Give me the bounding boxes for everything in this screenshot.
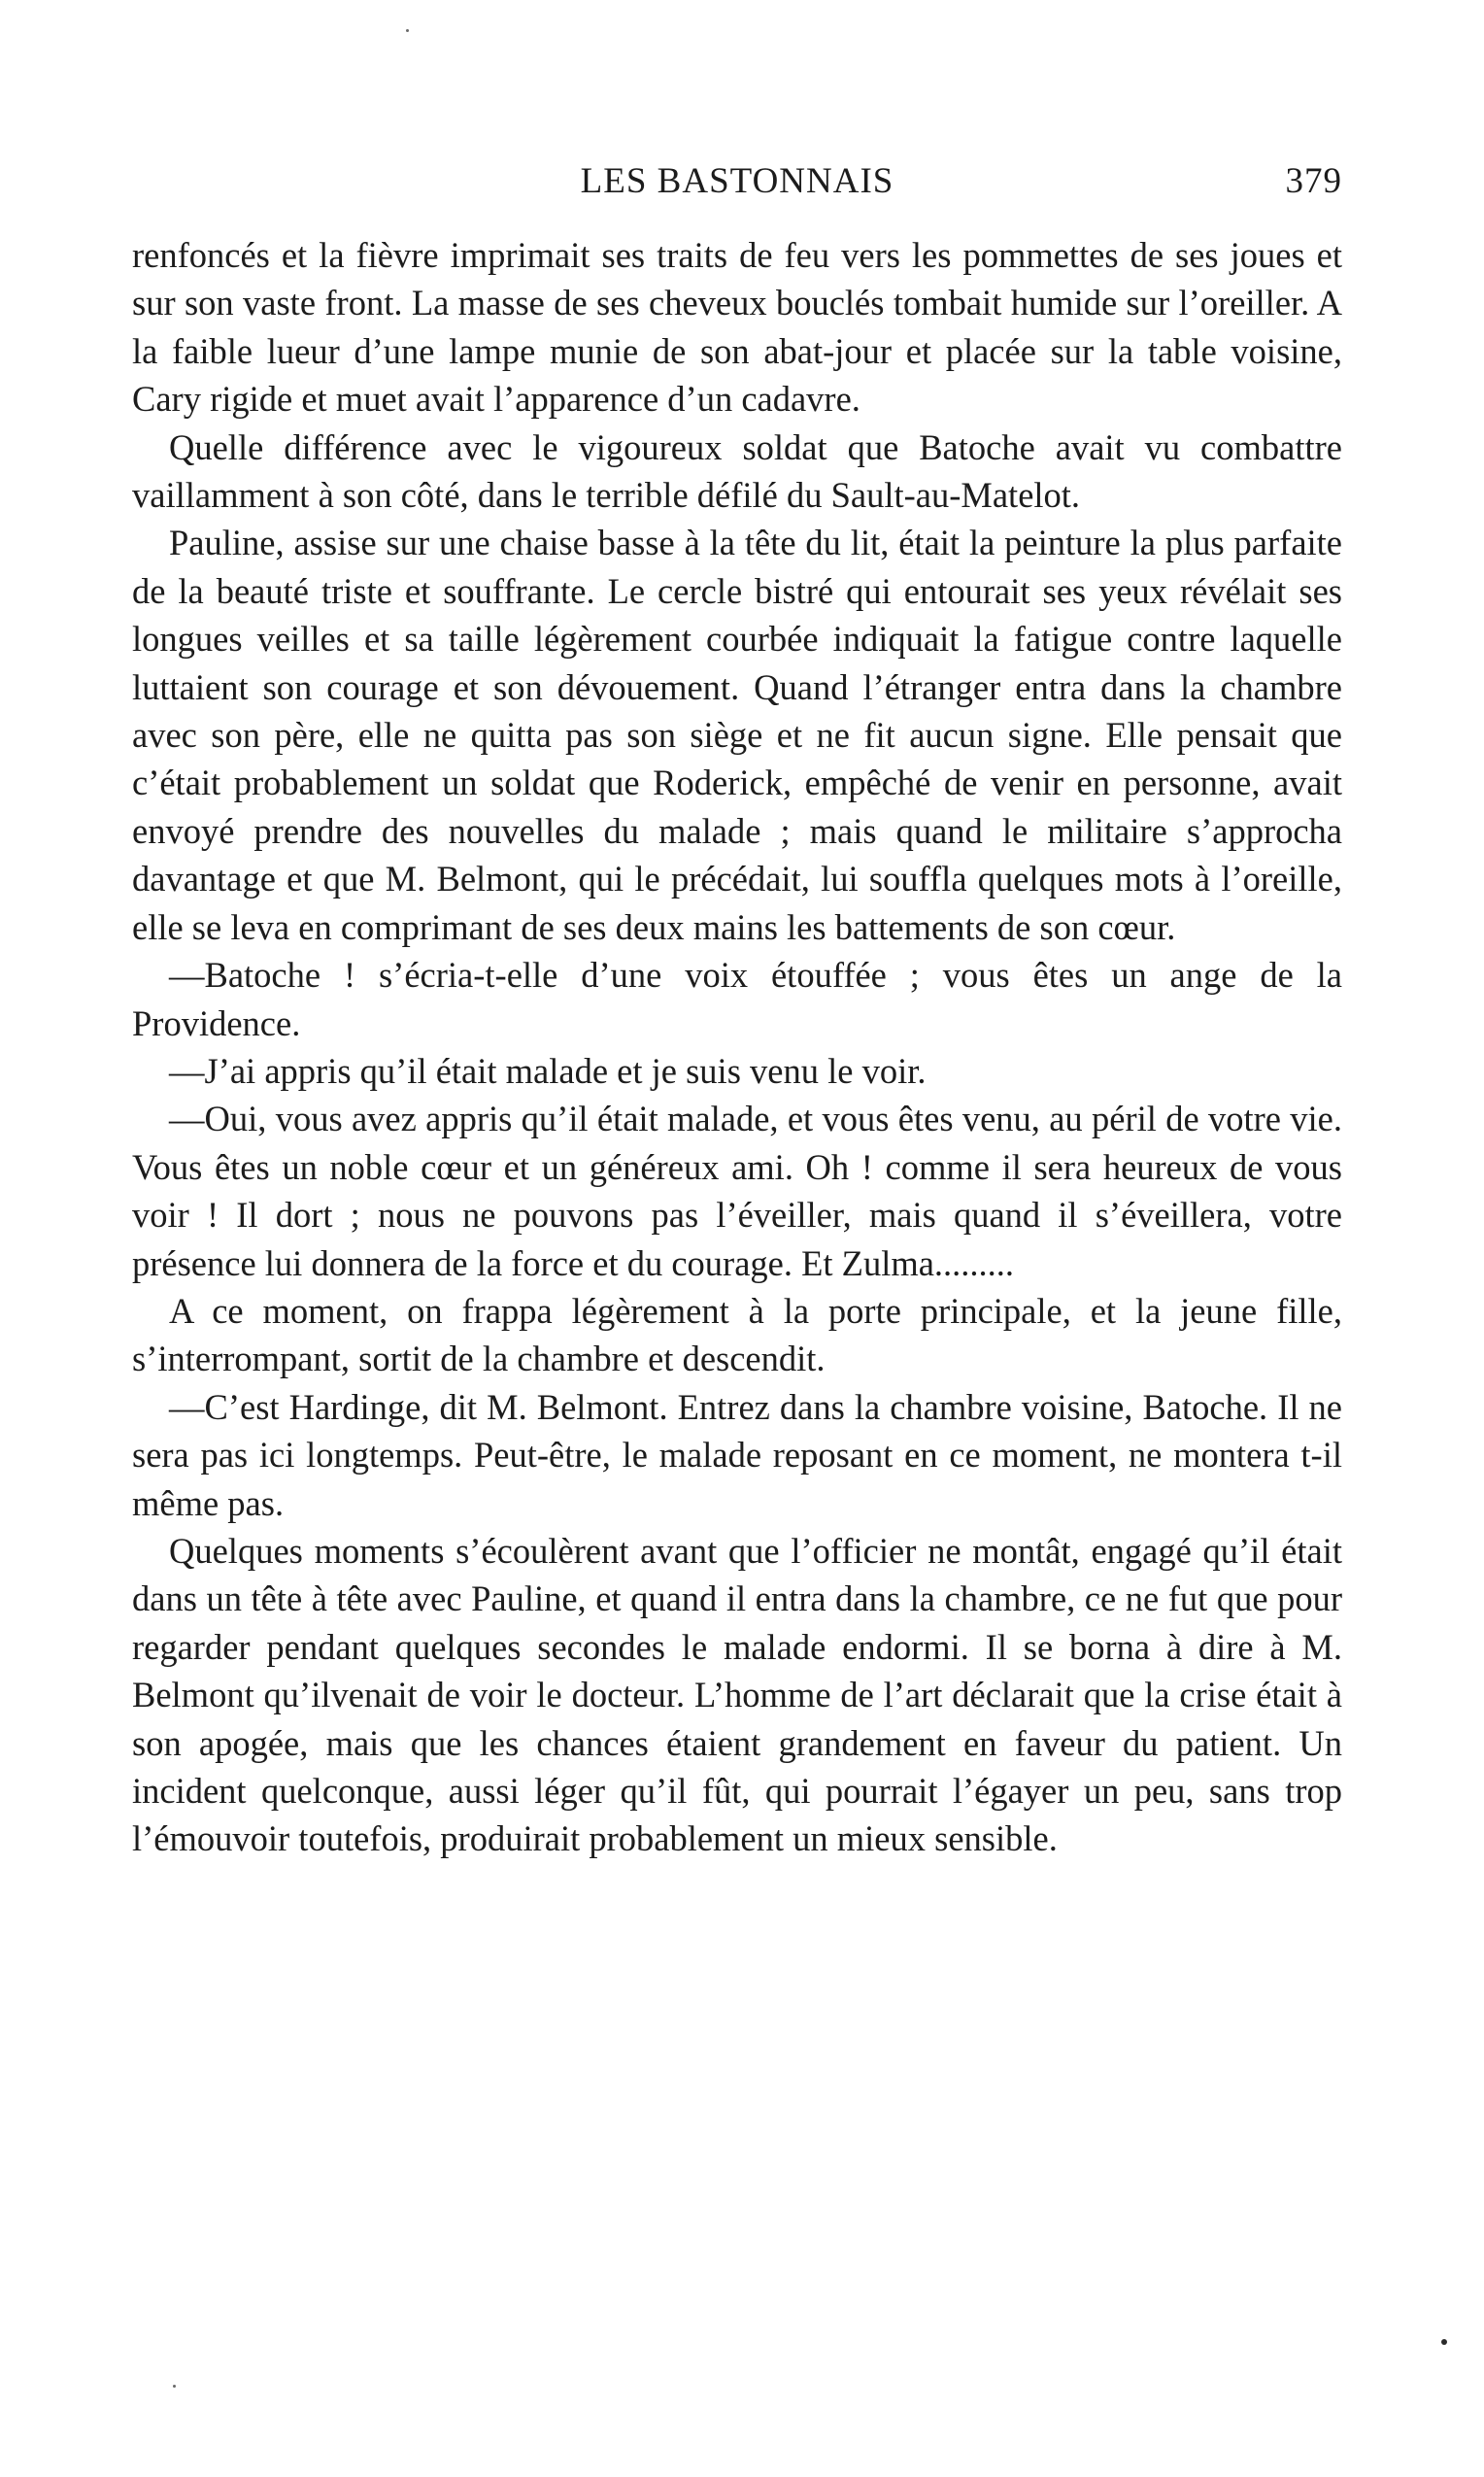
running-header	[132, 160, 1342, 209]
paper-speck	[406, 29, 409, 32]
paragraph-2: Quelle différence avec le vigoureux soldat que Batoche avait vu combattre vaillamment à son côté, dans le terrible défilé du Sault-au-Matelot.	[132, 426, 1342, 516]
paragraph-6: —Oui, vous avez appris qu’il était malade, et vous êtes venu, au péril de votre vie. Vous êtes un noble cœur et un généreux ami. Oh ! comme il sera heureux de vous voir ! Il dort ; nous ne pouvons pas l’éveiller, mais quand il s’éveillera, votre présence lui donnera de la force et du courage. Et Zulma.........	[132, 1099, 1342, 1283]
paragraph-7: A ce moment, on frappa légèrement à la porte principale, et la jeune fille, s’interrompant, sortit de la chambre et descendit.	[132, 1290, 1342, 1379]
body-text	[132, 231, 1342, 1863]
paragraph-1: renfoncés et la fièvre imprimait ses traits de feu vers les pommettes de ses joues et sur son vaste front. La masse de ses cheveux bouclés tombait humide sur l’oreiller. A la faible lueur d’une lampe munie de son abat-jour et placée sur la table voisine, Cary rigide et muet avait l’apparence d’un cadavre.	[132, 235, 1342, 420]
paragraph-3: Pauline, assise sur une chaise basse à la tête du lit, était la peinture la plus parfaite de la beauté triste et souffrante. Le cercle bistré qui entourait ses yeux révélait ses longues veilles et sa taille légèrement courbée indiquait la fatigue contre laquelle luttaient son courage et son dévouement. Quand l’étranger entra dans la chambre avec son père, elle ne quitta pas son siège et ne fit aucun signe. Elle pensait que c’était probablement un soldat que Roderick, empêché de venir en personne, avait envoyé prendre des nouvelles du malade ; mais quand le militaire s’approcha davantage et que M. Belmont, qui le précédait, lui souffla quelques mots à l’oreille, elle se leva en comprimant de ses deux mains les battements de son cœur.	[132, 523, 1342, 947]
paragraph-8: —C’est Hardinge, dit M. Belmont. Entrez dans la chambre voisine, Batoche. Il ne sera pas ici longtemps. Peut-être, le malade reposant en ce moment, ne montera t-il même pas.	[132, 1386, 1342, 1523]
paragraph-4: —Batoche ! s’écria-t-elle d’une voix étouffée ; vous êtes un ange de la Providence.	[132, 955, 1342, 1043]
running-title: LES BASTONNAIS	[580, 161, 894, 201]
page-number: 379	[1285, 161, 1342, 201]
paragraph-5: —J’ai appris qu’il était malade et je suis venu le voir.	[169, 1050, 927, 1091]
paragraph-9: Quelques moments s’écoulèrent avant que l’officier ne montât, engagé qu’il était dans un tête à tête avec Pauline, et quand il entra dans la chambre, ce ne fut que pour regarder pendant quelques secondes le malade endormi. Il se borna à dire à M. Belmont qu’ilvenait de voir le docteur. L’homme de l’art déclarait que la crise était à son apogée, mais que les chances étaient grandement en faveur du patient. Un incident quelconque, aussi léger qu’il fût, qui pourrait l’égayer un peu, sans trop l’émouvoir toutefois, produirait probablement un mieux sensible.	[132, 1530, 1342, 1859]
paper-speck	[1441, 2339, 1447, 2345]
paper-speck	[173, 2385, 176, 2388]
